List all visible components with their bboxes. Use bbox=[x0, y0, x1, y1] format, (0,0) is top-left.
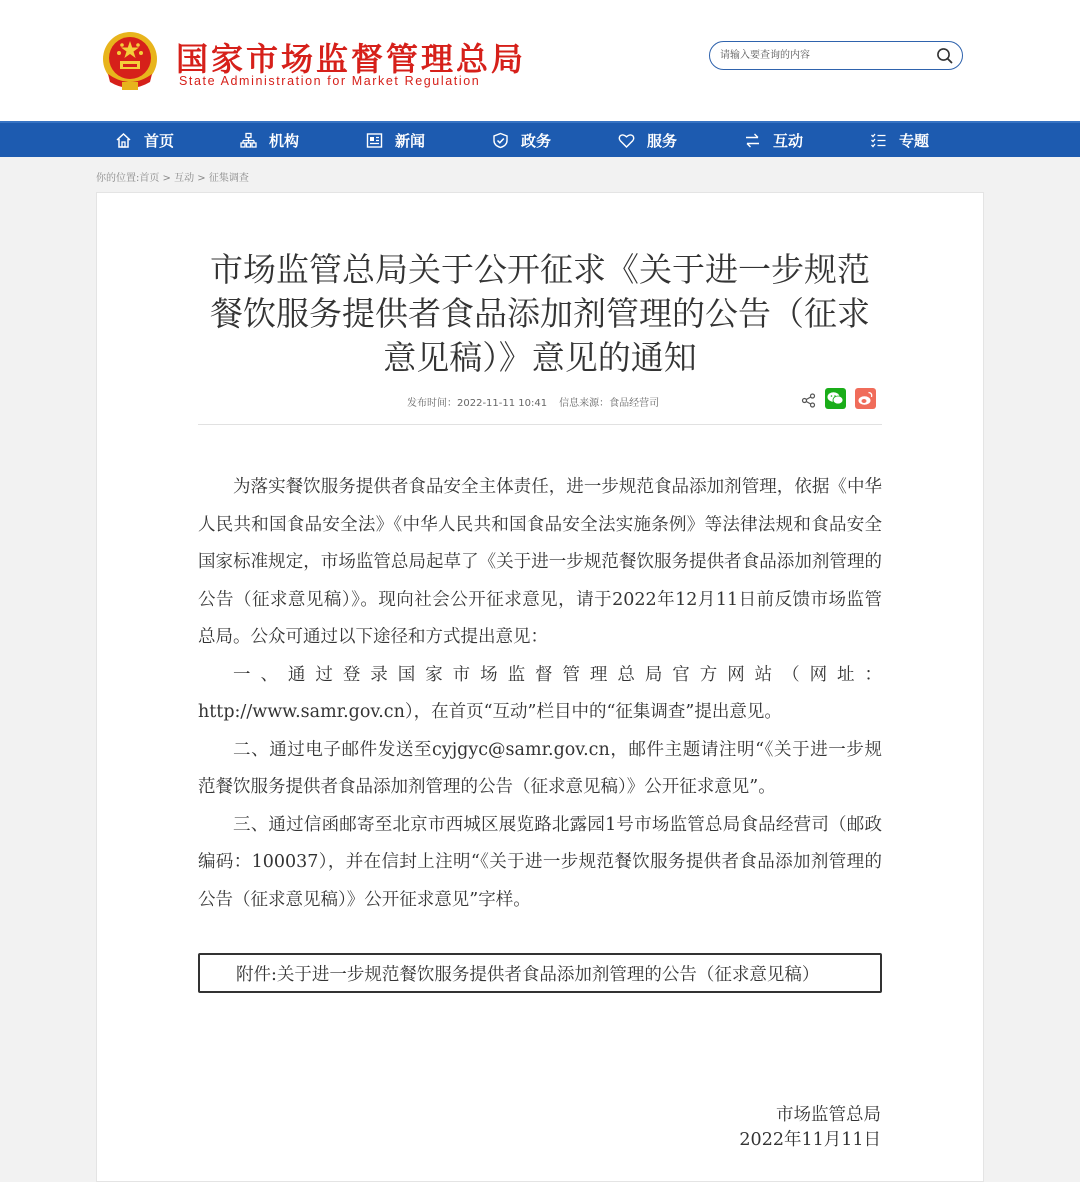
shield-check-icon bbox=[492, 132, 509, 149]
share-icon[interactable] bbox=[801, 393, 816, 408]
wechat-logo-icon bbox=[825, 388, 846, 409]
article-paragraph: 三、通过信函邮寄至北京市西城区展览路北露园1号市场监管总局食品经营司（邮政编码：100037），并在信封上注明“《关于进一步规范餐饮服务提供者食品添加剂管理的公告（征求意见稿）》公开征求意见”字样。 bbox=[198, 814, 882, 910]
main-nav bbox=[0, 121, 1080, 157]
breadcrumb-interaction[interactable]: 互动 bbox=[174, 173, 195, 184]
breadcrumb bbox=[96, 169, 249, 184]
nav-item-label: 新闻 bbox=[395, 131, 426, 150]
nav-item-label: 互动 bbox=[773, 131, 804, 150]
article-paragraph: 一、通过登录国家市场监督管理总局官方网站（网址：http://www.samr.gov.cn），在首页“互动”栏目中的“征集调查”提出意见。 bbox=[198, 664, 882, 722]
nav-item-news[interactable] bbox=[366, 123, 425, 157]
site-title-english: State Administration for Market Regulation bbox=[179, 74, 481, 88]
nav-item-label: 政务 bbox=[521, 131, 552, 150]
breadcrumb-separator: > bbox=[194, 173, 209, 184]
info-source: 信息来源：食品经营司 bbox=[559, 398, 660, 409]
site-title: 国家市场监督管理总局 bbox=[176, 40, 527, 78]
search-box bbox=[709, 41, 963, 70]
attachment-link[interactable]: 附件:关于进一步规范餐饮服务提供者食品添加剂管理的公告（征求意见稿） bbox=[198, 953, 882, 993]
org-chart-icon bbox=[240, 132, 257, 149]
nav-item-government[interactable] bbox=[492, 123, 551, 157]
article-body bbox=[198, 469, 882, 919]
home-icon bbox=[115, 132, 132, 149]
news-icon bbox=[366, 132, 383, 149]
site-header bbox=[0, 0, 1080, 121]
breadcrumb-home[interactable]: 首页 bbox=[139, 173, 160, 184]
nav-item-service[interactable] bbox=[618, 123, 677, 157]
publish-time: 发布时间：2022-11-11 10:41 bbox=[407, 398, 548, 409]
nav-item-label: 首页 bbox=[144, 131, 175, 150]
article-paragraph: 为落实餐饮服务提供者食品安全主体责任，进一步规范食品添加剂管理，依据《中华人民共和国食品安全法》《中华人民共和国食品安全法实施条例》等法律法规和食品安全国家标准规定，市场监管总局起草了《关于进一步规范餐饮服务提供者食品添加剂管理的公告（征求意见稿）》。现向社会公开征求意见，请于2022年12月11日前反馈市场监管总局。公众可通过以下途径和方式提出意见： bbox=[198, 477, 882, 647]
national-emblem-icon bbox=[100, 30, 160, 92]
search-input[interactable] bbox=[720, 46, 920, 64]
list-icon bbox=[870, 132, 887, 149]
breadcrumb-separator: > bbox=[159, 173, 175, 184]
weibo-share-icon[interactable] bbox=[855, 388, 876, 409]
article-meta bbox=[407, 394, 659, 409]
nav-item-label: 专题 bbox=[899, 131, 930, 150]
weibo-logo-icon bbox=[855, 388, 876, 409]
signature-date: 2022年11月11日 bbox=[739, 1130, 881, 1150]
article-paragraph: 二、通过电子邮件发送至cyjgyc@samr.gov.cn，邮件主题请注明“《关于进一步规范餐饮服务提供者食品添加剂管理的公告（征求意见稿）》公开征求意见”。 bbox=[198, 739, 882, 797]
title-divider bbox=[198, 424, 882, 425]
search-icon[interactable] bbox=[936, 47, 953, 64]
breadcrumb-survey[interactable]: 征集调查 bbox=[208, 173, 249, 184]
heart-icon bbox=[618, 132, 635, 149]
nav-item-home[interactable] bbox=[115, 123, 174, 157]
breadcrumb-prefix: 你的位置: bbox=[96, 173, 140, 184]
signature bbox=[700, 1103, 881, 1153]
nav-item-label: 机构 bbox=[269, 131, 300, 150]
nav-item-org[interactable] bbox=[240, 123, 299, 157]
article-title: 市场监管总局关于公开征求《关于进一步规范餐饮服务提供者食品添加剂管理的公告（征求意见稿）》意见的通知 bbox=[210, 250, 870, 377]
nav-item-label: 服务 bbox=[647, 131, 678, 150]
wechat-share-icon[interactable] bbox=[825, 388, 846, 409]
nav-item-interaction[interactable] bbox=[744, 123, 803, 157]
signature-org: 市场监管总局 bbox=[776, 1105, 881, 1125]
nav-item-topics[interactable] bbox=[870, 123, 929, 157]
exchange-arrows-icon bbox=[744, 132, 761, 149]
